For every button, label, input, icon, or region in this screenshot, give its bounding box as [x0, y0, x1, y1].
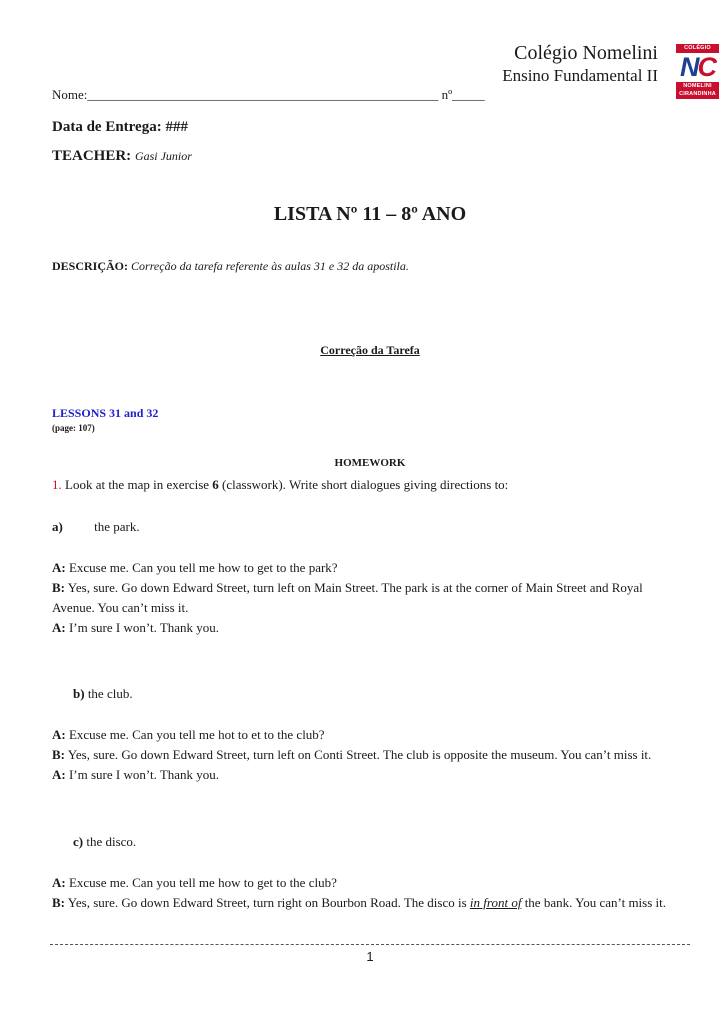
question-number: 1.: [52, 477, 62, 492]
logo-bottom-text-1: NOMELINI: [676, 82, 719, 90]
logo-top-text: COLÉGIO: [676, 44, 719, 53]
name-field[interactable]: ______________________________________________________: [87, 87, 439, 102]
item-c-header: [73, 834, 136, 850]
item-letter: c): [73, 834, 84, 849]
name-label: Nome:: [52, 87, 88, 102]
item-letter: a): [52, 519, 63, 534]
section-title: Correção da Tarefa: [320, 343, 420, 357]
speaker-label: A:: [52, 875, 66, 890]
speaker-label: A:: [52, 727, 66, 742]
teacher-line: [52, 148, 192, 165]
speaker-label: B:: [52, 580, 65, 595]
delivery-date: [52, 119, 188, 136]
description: [52, 259, 409, 274]
school-name: Colégio Nomelini: [514, 42, 658, 64]
dialogue-text-after: the bank. You can’t miss it.: [524, 895, 667, 910]
delivery-value: ###: [165, 119, 188, 135]
speaker-label: A:: [52, 620, 66, 635]
item-b-header: [73, 686, 133, 702]
speaker-label: A:: [52, 767, 66, 782]
logo-bottom-text-2: CIRANDINHA: [676, 90, 719, 99]
footer-divider: [50, 944, 690, 945]
question-1: [52, 477, 508, 493]
description-label: DESCRIÇÃO:: [52, 259, 129, 273]
dialogue-text-before: Yes, sure. Go down Edward Street, turn right on Bourbon Road. The disco is: [67, 895, 467, 910]
teacher-label: TEACHER:: [52, 148, 132, 164]
number-field[interactable]: _____: [452, 87, 485, 102]
dialogue-text: I’m sure I won’t. Thank you.: [68, 620, 220, 635]
school-logo: [676, 44, 719, 100]
number-label: nº: [441, 87, 453, 102]
lessons-title: LESSONS 31 and 32: [52, 406, 159, 420]
dialogue-line: [52, 893, 684, 913]
page-number: 1: [366, 949, 374, 964]
dialogue-text: Excuse me. Can you tell me hot to et to the club?: [68, 727, 325, 742]
dialogue-text: Excuse me. Can you tell me how to get to the park?: [68, 560, 338, 575]
dialogue-line: [52, 558, 684, 578]
item-label: the club.: [87, 686, 133, 701]
lessons-page: (page: 107): [52, 423, 95, 433]
speaker-label: B:: [52, 747, 65, 762]
dialogue-line: [52, 618, 684, 638]
dialogue-c: [52, 873, 684, 913]
dialogue-line: [52, 745, 684, 765]
question-text-before: Look at the map in exercise: [65, 477, 210, 492]
description-text: Correção da tarefa referente às aulas 31 e 32 da apostila.: [131, 259, 409, 273]
question-exercise-number: 6: [212, 477, 219, 492]
item-a-header: [52, 519, 140, 535]
dialogue-text: I’m sure I won’t. Thank you.: [68, 767, 220, 782]
logo-monogram-n: N: [680, 52, 698, 82]
name-line: [52, 87, 485, 103]
dialogue-a: [52, 558, 684, 638]
dialogue-text: Yes, sure. Go down Edward Street, turn left on Main Street. The park is at the corner of Main Street and Royal Avenue. You can’t miss it.: [52, 580, 643, 615]
school-level: Ensino Fundamental II: [502, 66, 658, 85]
delivery-label: Data de Entrega:: [52, 119, 162, 135]
homework-heading: HOMEWORK: [334, 457, 406, 469]
item-label: the disco.: [86, 834, 137, 849]
question-text-after: (classwork). Write short dialogues giving directions to:: [222, 477, 509, 492]
dialogue-line: [52, 725, 684, 745]
dialogue-b: [52, 725, 684, 785]
item-label: the park.: [94, 519, 140, 534]
logo-monogram-c: C: [697, 52, 715, 82]
speaker-label: B:: [52, 895, 65, 910]
dialogue-text: Excuse me. Can you tell me how to get to the club?: [68, 875, 337, 890]
logo-monogram: [676, 54, 719, 81]
teacher-name: Gasi Junior: [134, 149, 192, 163]
dialogue-emphasis: in front of: [469, 895, 522, 910]
speaker-label: A:: [52, 560, 66, 575]
page-title: LISTA Nº 11 – 8º ANO: [273, 203, 467, 225]
dialogue-text: Yes, sure. Go down Edward Street, turn left on Conti Street. The club is opposite the museum. You can’t miss it.: [67, 747, 652, 762]
dialogue-line: [52, 765, 684, 785]
item-letter: b): [73, 686, 85, 701]
dialogue-line: [52, 873, 684, 893]
dialogue-line: [52, 578, 684, 618]
